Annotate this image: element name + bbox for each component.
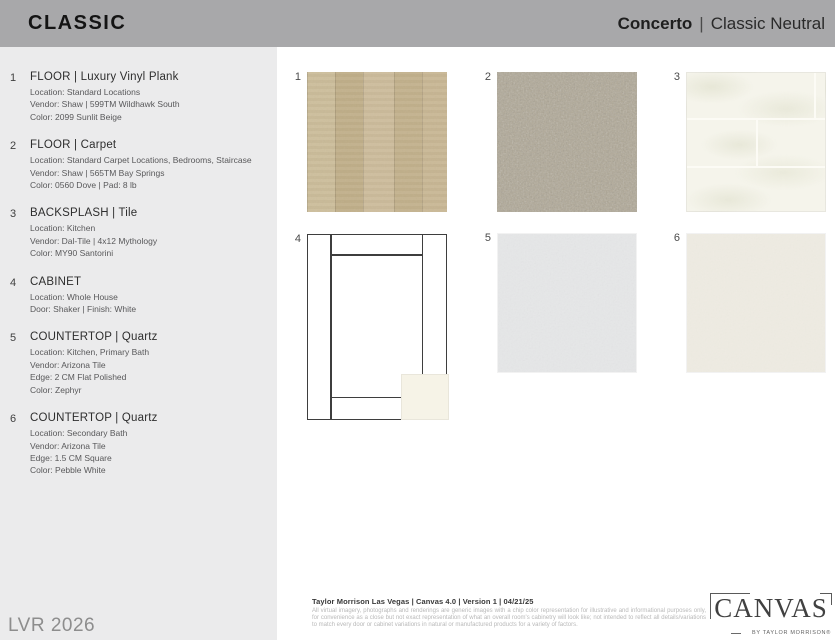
- spec-item-title: COUNTERTOP | Quartz: [30, 412, 158, 425]
- logo-tagline-row: [731, 630, 831, 636]
- spec-item-detail: Color: Zephyr: [30, 384, 82, 395]
- spec-item-number: 6: [10, 413, 17, 426]
- spec-item-detail: Vendor: Dal-Tile | 4x12 Mythology: [30, 235, 158, 246]
- swatch-number: 1: [294, 71, 301, 83]
- cabinet-finish-chip: [401, 374, 449, 420]
- spec-item-detail: Color: 2099 Sunlit Beige: [30, 111, 122, 122]
- spec-item-detail: Location: Secondary Bath: [30, 428, 128, 439]
- footer-disclaimer: All virtual imagery, photographs and renderings are generic images with a chip color representation for illustrative and informational purposes only, for convenience as a close but not exact representation of what an overall room's cabinetry will look like; not intended to reflect all details/variations to match every door or cabinet variations in natural or manufactured products for a variety of factors.: [312, 608, 706, 628]
- spec-item-countertop-kitchen: [10, 331, 265, 396]
- canvas-logo: [711, 593, 831, 636]
- spec-item-detail: Color: 0560 Dove | Pad: 8 lb: [30, 180, 137, 191]
- spec-item-detail: Edge: 2 CM Flat Polished: [30, 372, 127, 383]
- spec-item-detail: Color: MY90 Santorini: [30, 248, 114, 259]
- spec-item-number: 1: [10, 72, 17, 84]
- spec-item-detail: Location: Standard Carpet Locations, Bedrooms, Staircase: [30, 155, 252, 166]
- swatch-number: 4: [294, 233, 301, 245]
- spec-item-detail: Edge: 1.5 CM Square: [30, 452, 112, 463]
- plan-watermark: LVR 2026: [8, 615, 96, 636]
- cabinet-door-stile-line: [330, 235, 332, 419]
- footer-info-line: Taylor Morrison Las Vegas | Canvas 4.0 | Version 1 | 04/21/25: [312, 597, 534, 606]
- spec-item-title: CABINET: [30, 275, 82, 288]
- spec-item-detail: Vendor: Arizona Tile: [30, 359, 106, 370]
- spec-item-number: 4: [10, 276, 17, 289]
- logo-frame-mark-icon: [710, 593, 750, 619]
- spec-item-number: 5: [10, 332, 17, 345]
- luxury-vinyl-plank-sample: [307, 72, 447, 212]
- spec-item-detail: Vendor: Shaw | 565TM Bay Springs: [30, 167, 165, 178]
- spec-item-title: FLOOR | Luxury Vinyl Plank: [30, 71, 179, 83]
- spec-item-detail: Location: Whole House: [30, 291, 118, 302]
- swatch-number: 2: [484, 71, 491, 83]
- cabinet-door-rail-line: [331, 254, 422, 256]
- palette-variant: Classic Neutral: [710, 13, 825, 33]
- spec-item-detail: Door: Shaker | Finish: White: [30, 304, 137, 315]
- spec-item-detail: Color: Pebble White: [30, 465, 106, 476]
- swatch-number: 5: [484, 232, 491, 244]
- spec-item-detail: Location: Kitchen: [30, 223, 96, 234]
- spec-item-detail: Location: Standard Locations: [30, 87, 141, 97]
- spec-item-countertop-bath: [10, 412, 265, 477]
- spec-item-title: BACKSPLASH | Tile: [30, 207, 138, 220]
- carpet-sample: [497, 72, 637, 212]
- spec-item-title: COUNTERTOP | Quartz: [30, 331, 158, 344]
- swatch-number: 3: [673, 71, 680, 83]
- logo-wordmark: CANVAS: [714, 593, 828, 623]
- spec-item-floor-lvp: [10, 71, 265, 123]
- logo-frame-mark-icon: [820, 593, 832, 605]
- logo-tagline-rule: [731, 633, 741, 634]
- spec-item-number: 2: [10, 140, 17, 153]
- palette-title: [618, 14, 825, 34]
- header-bar: [0, 0, 835, 47]
- tile-grout-line: [814, 73, 816, 118]
- spec-item-detail: Location: Kitchen, Primary Bath: [30, 347, 150, 358]
- quartz-zephyr-sample: [497, 233, 637, 373]
- collection-title: CLASSIC: [28, 12, 127, 34]
- cabinet-shaker-door-drawing: [307, 234, 447, 420]
- backsplash-tile-sample: [686, 72, 826, 212]
- swatch-number: 6: [673, 232, 680, 244]
- spec-item-title: FLOOR | Carpet: [30, 139, 117, 152]
- palette-separator: |: [699, 13, 704, 33]
- spec-item-number: 3: [10, 208, 17, 221]
- spec-item-detail: Vendor: Arizona Tile: [30, 440, 106, 451]
- spec-item-cabinet: [10, 276, 265, 316]
- spec-item-backsplash: [10, 207, 265, 259]
- spec-list-sidebar: [0, 47, 277, 640]
- quartz-pebble-white-sample: [686, 233, 826, 373]
- palette-name: Concerto: [617, 13, 693, 33]
- spec-item-detail: Vendor: Shaw | 599TM Wildhawk South: [30, 99, 180, 110]
- tile-grout-line: [756, 118, 758, 168]
- logo-tagline: BY TAYLOR MORRISON®: [752, 630, 831, 636]
- spec-item-floor-carpet: [10, 139, 265, 191]
